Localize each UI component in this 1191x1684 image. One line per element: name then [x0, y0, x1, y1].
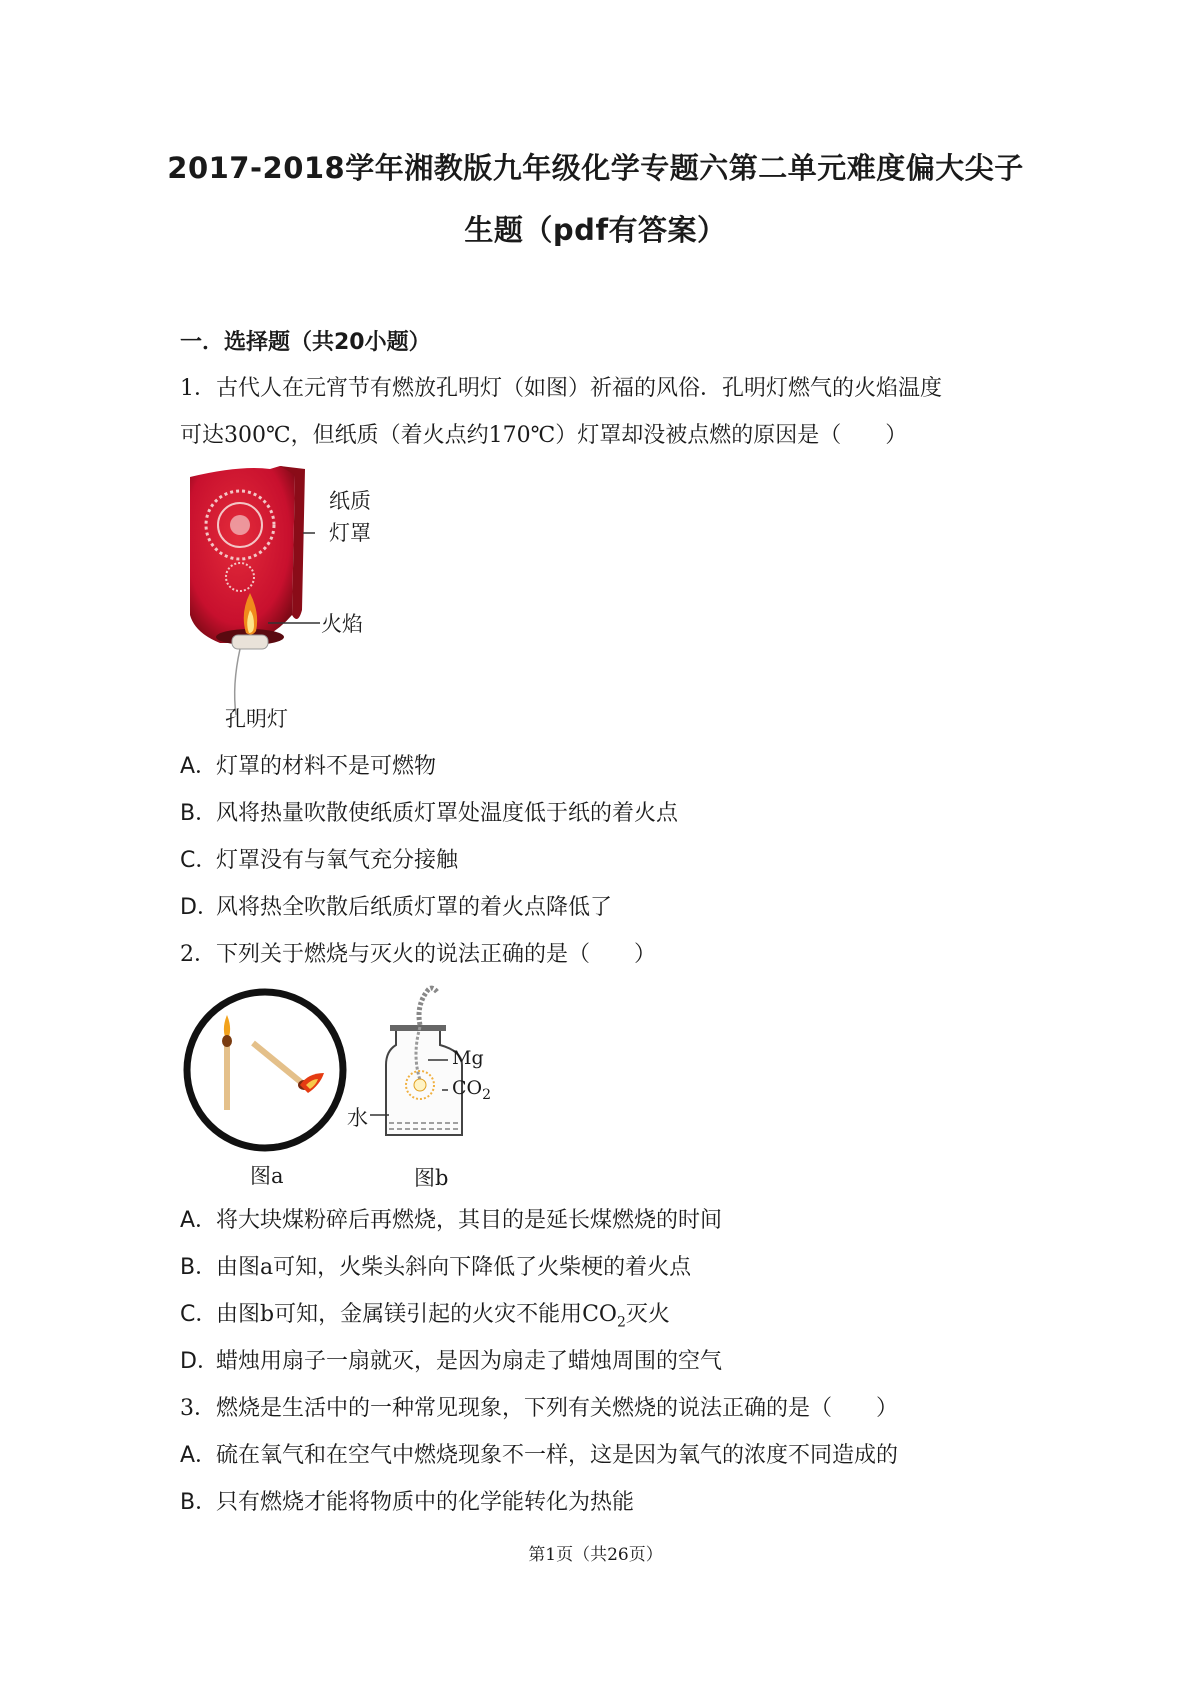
- label-co2-subscript: 2: [482, 1086, 492, 1103]
- label-flame: 火焰: [321, 612, 363, 636]
- q3-option-a: [180, 1441, 898, 1471]
- section-heading: 一．选择题（共20小题）: [180, 330, 431, 355]
- option-text: 将大块煤粉碎后再燃烧，其目的是延长煤燃烧的时间: [216, 1208, 723, 1233]
- q1-option-c: [180, 846, 458, 876]
- q3-option-b: [180, 1488, 634, 1518]
- option-label: D．: [180, 895, 219, 920]
- option-text: 灯罩没有与氧气充分接触: [216, 848, 459, 873]
- option-label: A．: [180, 1443, 218, 1468]
- option-label: B．: [180, 1255, 218, 1280]
- q1-stem-line-1: 1．古代人在元宵节有燃放孔明灯（如图）祈福的风俗．孔明灯燃气的火焰温度: [180, 376, 942, 401]
- q1-option-a: [180, 752, 436, 782]
- option-text: 只有燃烧才能将物质中的化学能转化为热能: [216, 1490, 635, 1515]
- kongming-lantern-figure: [180, 465, 400, 735]
- option-label: D．: [180, 1349, 219, 1374]
- option-text: 由图b可知，金属镁引起的火灾不能用CO: [216, 1302, 617, 1327]
- caption-figure-a: 图a: [250, 1164, 284, 1188]
- q1-option-d: [180, 893, 612, 923]
- q3-stem: 3．燃烧是生活中的一种常见现象，下列有关燃烧的说法正确的是（ ）: [180, 1396, 898, 1421]
- label-mg: Mg: [452, 1047, 484, 1069]
- option-label: B．: [180, 1490, 218, 1515]
- option-label: C．: [180, 848, 218, 873]
- combustion-figures: [180, 985, 540, 1190]
- option-subscript: 2: [616, 1314, 626, 1331]
- option-text: 风将热量吹散使纸质灯罩处温度低于纸的着火点: [216, 801, 679, 826]
- page-footer: 第1页（共26页）: [528, 1545, 663, 1565]
- q1-option-b: [180, 799, 678, 829]
- option-text: 由图a可知，火柴头斜向下降低了火柴梗的着火点: [216, 1255, 692, 1280]
- label-shade: 灯罩: [329, 521, 371, 545]
- q2-option-a: [180, 1206, 722, 1236]
- label-co2-text: CO: [452, 1077, 483, 1099]
- caption-figure-b: 图b: [414, 1166, 449, 1190]
- option-text: 蜡烛用扇子一扇就灭，是因为扇走了蜡烛周围的空气: [216, 1349, 723, 1374]
- document-title-line-2: 生题（pdf有答案）: [464, 213, 727, 247]
- option-text-tail: 灭火: [625, 1302, 670, 1327]
- option-label: A．: [180, 1208, 218, 1233]
- option-text: 风将热全吹散后纸质灯罩的着火点降低了: [216, 895, 613, 920]
- label-co2: [452, 1077, 491, 1103]
- option-label: C．: [180, 1302, 218, 1327]
- q1-stem-line-2: 可达300℃，但纸质（着火点约170℃）灯罩却没被点燃的原因是（ ）: [180, 423, 908, 448]
- q2-option-b: [180, 1253, 691, 1283]
- label-paper: 纸质: [329, 489, 371, 513]
- option-label: B．: [180, 801, 218, 826]
- q2-option-c: [180, 1300, 670, 1337]
- label-kongming-lamp: 孔明灯: [225, 707, 288, 731]
- label-water: 水: [347, 1106, 368, 1130]
- document-title-line-1: 2017-2018学年湘教版九年级化学专题六第二单元难度偏大尖子: [167, 151, 1024, 185]
- option-text: 硫在氧气和在空气中燃烧现象不一样，这是因为氧气的浓度不同造成的: [216, 1443, 899, 1468]
- option-label: A．: [180, 754, 218, 779]
- option-text: 灯罩的材料不是可燃物: [216, 754, 437, 779]
- q2-stem: 2．下列关于燃烧与灭火的说法正确的是（ ）: [180, 942, 656, 967]
- q2-option-d: [180, 1347, 722, 1377]
